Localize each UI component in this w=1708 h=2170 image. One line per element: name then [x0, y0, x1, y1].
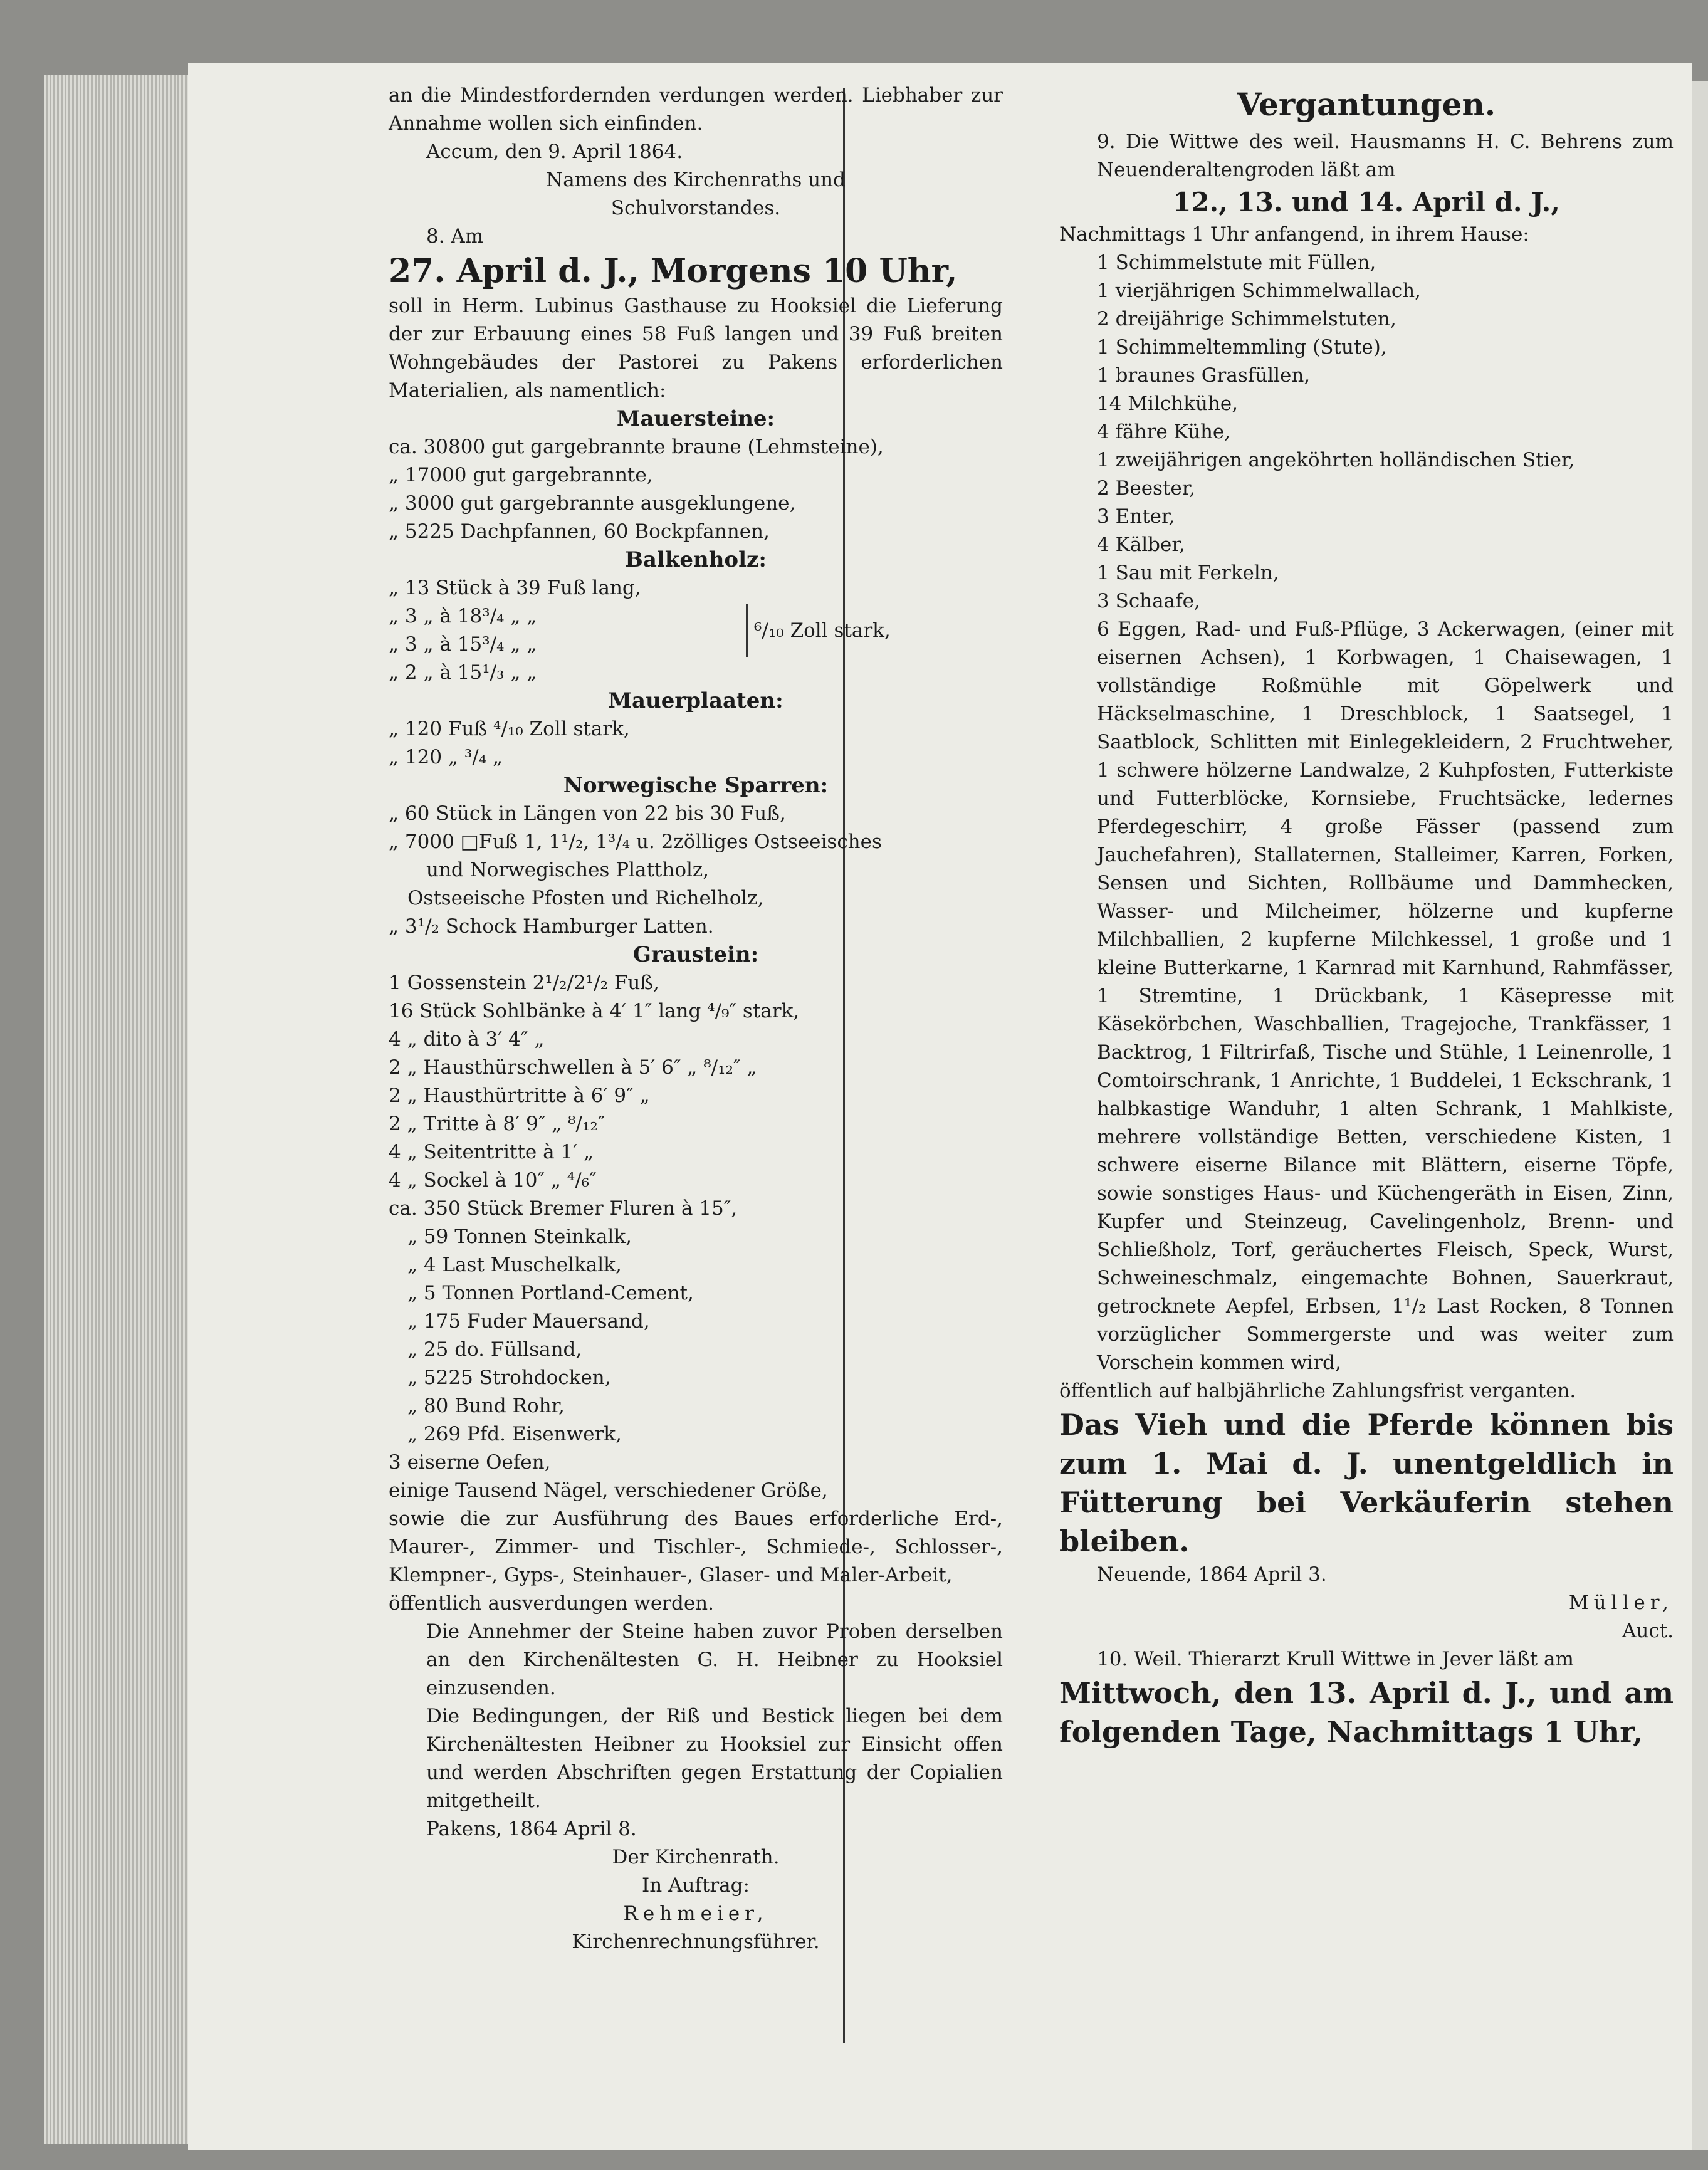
signature: In Auftrag: — [642, 1874, 750, 1897]
signature-title: Auct. — [1622, 1620, 1674, 1642]
signature-name: Rehmeier, — [623, 1902, 768, 1925]
list-item: 2 „ Hausthürschwellen à 5′ 6″ „ ⁸/₁₂″ „ — [389, 1056, 757, 1079]
list-item: 2 „ Tritte à 8′ 9″ „ ⁸/₁₂″ — [389, 1113, 605, 1135]
section-title: Vergantungen. — [1237, 86, 1496, 123]
book-edge — [44, 75, 188, 2144]
paragraph: Die Bedingungen, der Riß und Bestick liegen bei dem Kirchenältesten Heibner zu Hooksiel zur Einsicht offen und werden Abschriften gegen Erstattung der Copialien mitgetheilt. — [426, 1705, 1003, 1812]
list-item: „ 269 Pfd. Eisenwerk, — [407, 1423, 622, 1445]
list-item: 3 eiserne Oefen, — [389, 1451, 551, 1474]
list-item: 4 „ dito à 3′ 4″ „ — [389, 1028, 545, 1051]
list-item: „ 7000 □Fuß 1, 1¹/₂, 1³/₄ u. 2zölliges Ostseeisches — [389, 831, 882, 853]
paragraph: soll in Herm. Lubinus Gasthause zu Hooksiel die Lieferung der zur Erbauung eines 58 Fuß langen und 39 Fuß breiten Wohngebäudes der Pastorei zu Pakens erforderlichen Materialien, als namentlich: — [389, 295, 1003, 402]
notice-date: 27. April d. J., Morgens 10 Uhr, — [389, 252, 958, 290]
list-item: 1 Sau mit Ferkeln, — [1097, 562, 1279, 584]
section-heading: Mauerplaaten: — [608, 688, 783, 713]
list-item: 1 vierjährigen Schimmelwallach, — [1097, 280, 1422, 302]
balkenholz-group — [389, 574, 1003, 687]
list-item: 3 Schaafe, — [1097, 590, 1200, 612]
list-item: 2 Beester, — [1097, 477, 1196, 500]
list-item: und Norwegisches Plattholz, — [426, 859, 710, 881]
paragraph: an die Mindestfordernden verdungen werden. Liebhaber zur Annahme wollen sich einfinden. — [389, 84, 1003, 135]
notice-number: 8. Am — [426, 225, 484, 248]
list-item: 4 „ Sockel à 10″ „ ⁴/₆″ — [389, 1169, 597, 1192]
bold-notice: Das Vieh und die Pferde können bis zum 1. Mai d. J. unentgeldlich in Fütterung bei Verkäuferin stehen bleiben. — [1059, 1408, 1674, 1558]
list-item: 1 braunes Grasfüllen, — [1097, 364, 1311, 387]
brace-note: ⁶/₁₀ Zoll stark, — [754, 619, 891, 642]
list-item: „ 5 Tonnen Portland-Cement, — [407, 1282, 694, 1304]
paragraph: öffentlich ausverdungen werden. — [389, 1592, 714, 1615]
paragraph: 10. Weil. Thierarzt Krull Wittwe in Jever läßt am — [1097, 1648, 1574, 1670]
list-item: 3 Enter, — [1097, 505, 1175, 528]
list-item: 14 Milchkühe, — [1097, 392, 1239, 415]
list-item: „ 13 Stück à 39 Fuß lang, — [389, 577, 641, 599]
signature: Der Kirchenrath. — [612, 1846, 780, 1869]
paragraph: Nachmittags 1 Uhr anfangend, in ihrem Hause: — [1059, 223, 1529, 246]
list-item: „ 4 Last Muschelkalk, — [407, 1254, 622, 1276]
section-heading: Norwegische Sparren: — [563, 773, 829, 798]
list-item: „ 120 „ ³/₄ „ — [389, 746, 503, 768]
list-item: „ 5225 Dachpfannen, 60 Bockpfannen, — [389, 520, 770, 543]
signature-title: Kirchenrechnungsführer. — [572, 1931, 820, 1953]
section-heading: Mauersteine: — [616, 406, 775, 431]
list-item: 1 Schimmelstute mit Füllen, — [1097, 251, 1376, 274]
place-date: Accum, den 9. April 1864. — [426, 140, 683, 163]
list-item: einige Tausend Nägel, verschiedener Größe, — [389, 1479, 828, 1502]
signature: Schulvorstandes. — [610, 197, 781, 219]
list-item: 2 „ Hausthürtritte à 6′ 9″ „ — [389, 1084, 650, 1107]
list-item: „ 3 „ à 15³/₄ „ „ — [389, 633, 537, 656]
list-item: „ 175 Fuder Mauersand, — [407, 1310, 650, 1333]
signature: Namens des Kirchenraths und — [546, 169, 846, 191]
item-list — [1059, 249, 1674, 616]
list-item: 4 „ Seitentritte à 1′ „ — [389, 1141, 594, 1163]
paragraph: öffentlich auf halbjährliche Zahlungsfrist verganten. — [1059, 1380, 1576, 1402]
signature-name: Müller, — [1568, 1591, 1674, 1614]
paragraph: Die Annehmer der Steine haben zuvor Proben derselben an den Kirchenältesten G. H. Heibner zu Hooksiel einzusenden. — [426, 1620, 1003, 1699]
list-item: „ 17000 gut gargebrannte, — [389, 464, 653, 486]
list-item: 16 Stück Sohlbänke à 4′ 1″ lang ⁴/₉″ stark, — [389, 1000, 800, 1022]
list-item: „ 80 Bund Rohr, — [407, 1395, 565, 1417]
list-item: 1 Gossenstein 2¹/₂/2¹/₂ Fuß, — [389, 972, 659, 994]
paragraph: sowie die zur Ausführung des Baues erforderliche Erd-, Maurer-, Zimmer- und Tischler-, Schmiede-, Schlosser-, Klempner-, Gyps-, Steinhauer-, Glaser- und Maler-Arbeit, — [389, 1507, 1003, 1586]
list-item: 4 Kälber, — [1097, 533, 1185, 556]
list-item: „ 59 Tonnen Steinkalk, — [407, 1225, 632, 1248]
list-item: 1 Schimmeltemmling (Stute), — [1097, 336, 1387, 359]
notice-date: 12., 13. und 14. April d. J., — [1173, 187, 1560, 218]
list-item: „ 2 „ à 15¹/₃ „ „ — [389, 661, 537, 684]
list-item: „ 5225 Strohdocken, — [407, 1366, 611, 1389]
left-column — [389, 81, 1003, 1956]
paragraph: 9. Die Wittwe des weil. Hausmanns H. C. Behrens zum Neuenderaltengroden läßt am — [1097, 130, 1674, 181]
place-date: Neuende, 1864 April 3. — [1097, 1563, 1327, 1586]
place-date: Pakens, 1864 April 8. — [426, 1818, 637, 1840]
list-item: 2 dreijährige Schimmelstuten, — [1097, 308, 1396, 330]
list-item: 1 zweijährigen angeköhrten holländischen Stier, — [1097, 449, 1575, 471]
right-column — [1059, 81, 1674, 1751]
list-item: „ 3 „ à 18³/₄ „ „ — [389, 605, 537, 627]
list-item: „ 60 Stück in Längen von 22 bis 30 Fuß, — [389, 802, 786, 825]
paragraph: 6 Eggen, Rad- und Fuß-Pflüge, 3 Ackerwagen, (einer mit eisernen Achsen), 1 Korbwagen, 1 Chaisewagen, 1 vollständige Roßmühle mit Göpelwerk und Häckselmaschine, 1 Dreschblock, 1 Saatsegel, 1 Saatblock, Schlitten mit Einlegekleidern, 2 Fruchtweher, 1 schwere hölzerne Landwalze, 2 Kuhpfosten, Futterkiste und Futterblöcke, Kornsiebe, Fruchtsäcke, ledernes Pferdegeschirr, 4 große Fässer (passend zum Jauchefahren), Stallaternen, Stalleimer, Karren, Forken, Sensen und Sichten, Rollbäume und Dammhecken, Wasser- und Milcheimer, hölzerne und kupferne Milchballien, 2 kupferne Milchkessel, 1 große und 1 kleine Butterkarne, 1 Karnrad mit Karnhund, Rahmfässer, 1 Stremtine, 1 Drückbank, 1 Käsepresse mit Käsekörbchen, Waschballien, Tragejoche, Trankfässer, 1 Backtrog, 1 Filtrirfaß, Tische und Stühle, 1 Leinenrolle, 1 Comtoirschrank, 1 Anrichte, 1 Buddelei, 1 Eckschrank, 1 halbkastige Wanduhr, 1 alten Schrank, 1 Mahlkiste, mehrere vollständige Betten, verschiedene Kisten, 1 schwere eiserne Bilance mit Blättern, eiserne Töpfe, sowie sonstiges Haus- und Küchengeräth in Eisen, Zinn, Kupfer und Steinzeug, Cavelingenholz, Brenn- und Schließholz, Torf, geräuchertes Fleisch, Speck, Wurst, Schweineschmalz, eingemachte Bohnen, Sauerkraut, getrocknete Aepfel, Erbsen, 1¹/₂ Last Rocken, 8 Tonnen vorzüglicher Sommergerste und was weiter zum Vorschein kommen wird, — [1097, 618, 1674, 1374]
list-item: „ 3¹/₂ Schock Hamburger Latten. — [389, 915, 714, 938]
list-item: ca. 350 Stück Bremer Fluren à 15″, — [389, 1197, 738, 1220]
section-heading: Graustein: — [632, 942, 759, 967]
list-item: „ 3000 gut gargebrannte ausgeklungene, — [389, 492, 796, 515]
list-item: ca. 30800 gut gargebrannte braune (Lehmsteine), — [389, 436, 884, 458]
section-heading: Balkenholz: — [625, 547, 767, 572]
notice-date: Mittwoch, den 13. April d. J., und am folgenden Tage, Nachmittags 1 Uhr, — [1059, 1676, 1674, 1749]
list-item: Ostseeische Pfosten und Richelholz, — [407, 887, 764, 909]
list-item: „ 25 do. Füllsand, — [407, 1338, 582, 1361]
list-item: 4 fähre Kühe, — [1097, 421, 1231, 443]
list-item: „ 120 Fuß ⁴/₁₀ Zoll stark, — [389, 718, 630, 740]
